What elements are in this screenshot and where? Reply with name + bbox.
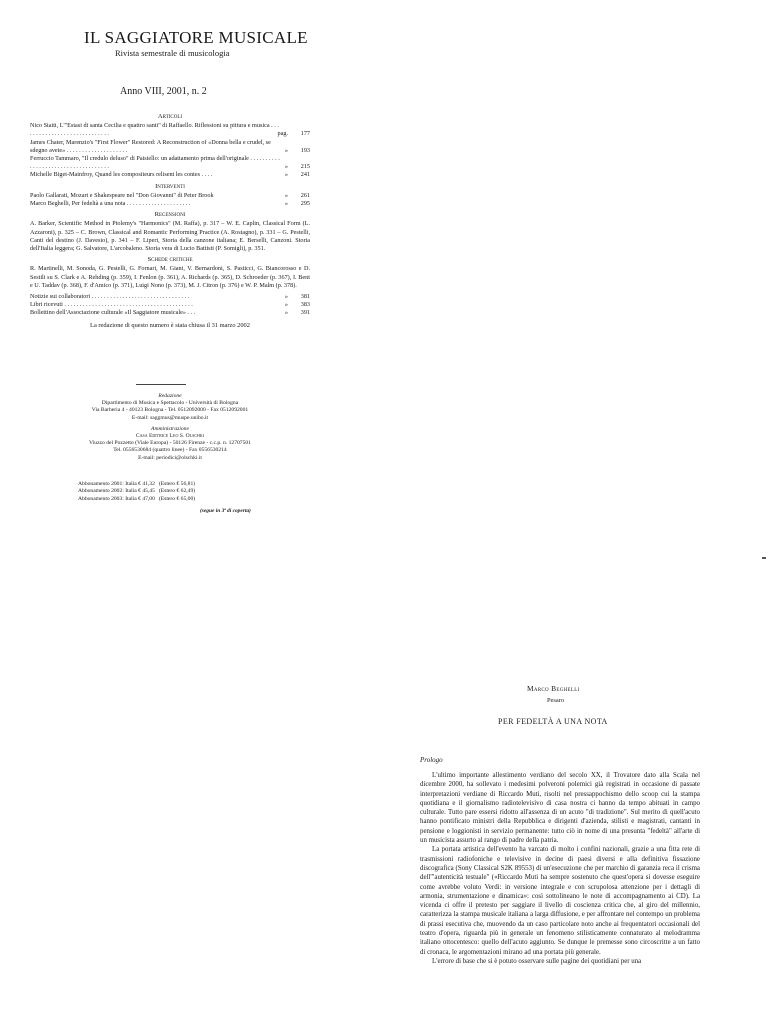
- divider-rule: [136, 384, 186, 385]
- toc-entry: [30, 200, 310, 208]
- redazione-label: Redazione: [158, 393, 182, 399]
- section-heading-articoli: Articoli: [157, 113, 183, 120]
- article-title: PER FEDELTÀ A UNA NOTA: [498, 717, 608, 726]
- toc-entry: [30, 309, 310, 317]
- redazione-line: E-mail: saggmus@muspe.unibo.it: [131, 414, 209, 421]
- toc-entry-page: 391: [300, 309, 310, 317]
- amministrazione-line: E-mail: periodici@olschki.it: [138, 454, 202, 461]
- subscription-estero: (Estero € 65,00): [158, 495, 196, 502]
- toc-entry-text: Michelle Biget-Mainfroy, Quand les compositeurs relisent les contes . . . .: [30, 171, 213, 179]
- schede-text: R. Martinelli, M. Sonoda, G. Pestelli, G. Fornari, M. Giani, V. Bernardoni, S. Pasticci, G. Biancorosso e D. Sestili su S. Clark e A. Rehding (p. 359), I. Fenlon (p. 361), A. Richards (p. 365), D. Schroeder (p. 367), I. Bent e U. Taddav (p. 368), F. d'Amico (p. 371), Luigi Nono (p. 373), M. J. Citron (p. 376) e W. P. Malm (p. 378).: [30, 265, 310, 289]
- toc-entry-mark: »: [284, 293, 288, 301]
- toc-entry-page: 383: [300, 301, 310, 309]
- toc-entry-page: 241: [300, 171, 310, 179]
- toc-entry-text: Notizie sui collaboratori . . . . . . . . . . . . . . . . . . . . . . . . . . . . . . . .: [30, 293, 190, 301]
- toc-entry-text: Bollettino dell'Associazione culturale «Il Saggiatore musicale» . . .: [30, 309, 196, 317]
- journal-title: IL SAGGIATORE MUSICALE: [84, 28, 308, 47]
- toc-entry: [30, 293, 310, 301]
- toc-entry: [30, 171, 310, 179]
- subscription-label: Abbonamento 2001: Italia € 41,32: [78, 481, 155, 487]
- toc-entry-page: 295: [300, 200, 310, 208]
- redazione-line: Via Barberia 4 - 40123 Bologna - Tel. 0512092000 - Fax 0512092001: [91, 407, 249, 414]
- subscription-estero: (Estero € 62,49): [158, 488, 196, 495]
- subscription-row: [78, 496, 278, 503]
- subscription-list: [78, 481, 278, 503]
- toc-entry-mark: »: [284, 163, 288, 171]
- toc-entry-text: Libri ricevuti . . . . . . . . . . . . . . . . . . . . . . . . . . . . . . . . . . . . . . . . . .: [30, 301, 193, 309]
- closing-notice: La redazione di questo numero è stata chiusa il 31 marzo 2002: [90, 321, 250, 329]
- article-author: Marco Beghelli: [527, 684, 580, 693]
- body-paragraph: L'ultimo importante allestimento verdiano del secolo XX, il Trovatore dato alla Scala nel dicembre 2000, ha sollevato i medesimi polveroni polemici già registrati in occasione di passate interpretazioni verdiane di Riccardo Muti, risolti nel pressappochismo dello scoop cui la stampa quotidiana e il giornalismo radiotelevisivo di casa nostra ci hanno da tempo abituati in campo culturale. Tutto pare essersi ridotto all'assenza di un acuto "di tradizione". Sul merito di quell'acuto hanno pontificato ministri della Repubblica e dirigenti d'azienda, stilisti e magistrati, cantanti in pensione e loggionisti in servizio permanente: tutto ciò in nome di una presunta "fedeltà" all'arte di un musicista assurto al rango di padre della patria.: [420, 772, 700, 845]
- section-heading-interventi: Interventi: [155, 182, 185, 190]
- toc-entry: [30, 192, 310, 200]
- body-paragraph: L'errore di base che si è potuto osservare sulle pagine dei quotidiani per una: [432, 957, 642, 965]
- toc-entry-text: Marco Beghelli, Per fedeltà a una nota . . . . . . . . . . . . . . . . . . . . .: [30, 200, 191, 208]
- toc-entry-mark: »: [284, 146, 288, 154]
- amministrazione-line: Tel. 0556530684 (quattro linee) - Fax 0556530214: [113, 447, 227, 454]
- amministrazione-line: Viuzzo del Pozzetto (Viale Europa) - 50126 Firenze - c.c.p. n. 12707501: [89, 440, 251, 447]
- issue-number: Anno VIII, 2001, n. 2: [120, 86, 207, 97]
- toc-entry-text: James Chater, Marenzio's "First Flower" Restored: A Reconstruction of «Donna bella e crudel, se sdegno avete» . . . . . . . . . . . . . . . . . . . .: [30, 138, 271, 154]
- toc-entry-text: Ferruccio Tammaro, "Il credulo deluso" di Paisiello: un adattamento prima dell'originale . . . . . . . . . . . . . . . . . . . . . . . . . . . . . . . . . . . .: [30, 155, 280, 171]
- toc-entry: [30, 122, 310, 138]
- editorial-info: [40, 393, 300, 462]
- subscription-label: Abbonamento 2003: Italia € 47,00: [78, 495, 155, 502]
- toc-entry-text: Nico Staiti, L'"Estasi di santa Cecilia e quattro santi" di Raffaello. Riflessioni su pittura e musica . . . . . . . . . . . . . . . . . . . . . . . . . . . . .: [30, 122, 279, 138]
- table-of-contents: [30, 110, 310, 330]
- journal-subtitle: Rivista semestrale di musicologia: [115, 48, 230, 58]
- toc-entry: [30, 301, 310, 309]
- article-body: [420, 771, 700, 966]
- toc-entry-mark: »: [284, 191, 288, 199]
- section-heading-schede: Schede critiche: [147, 256, 193, 264]
- scan-edge-mark: [762, 557, 766, 559]
- toc-entry-page: 261: [300, 191, 310, 199]
- amministrazione-line: Casa Editrice Leo S. Olschki: [135, 433, 205, 440]
- subscription-row: [78, 488, 278, 495]
- toc-entry-mark: »: [284, 309, 288, 317]
- toc-entry-page: 193: [300, 146, 310, 154]
- toc-entry-mark: »: [284, 171, 288, 179]
- toc-entry-mark: »: [284, 301, 288, 309]
- section-heading-prologo: Prologo: [420, 756, 443, 764]
- toc-entry: [30, 139, 310, 155]
- body-paragraph: La portata artistica dell'evento ha varcato di molto i confini nazionali, grazie a una fitta rete di trasmissioni radiofoniche e televisive in decine di paesi diversi e alla definitiva fissazione discografica (Sony Classical S2K 89553) di un'esecuzione che per marchio di garanzia reca il crisma dell'"autenticità testuale" («Riccardo Muti ha sempre sostenuto che quest'opera si dovesse eseguire come avrebbe voluto Verdi: in versione integrale e con scrupolosa attenzione per i dettagli di armonia, strumentazione e dinamica»: così sottolineano le note di accompagnamento ai CD). La vicenda ci offre il pretesto per saggiare il livello di coscienza critica che, al giro del millennio, caratterizza la stampa musicale italiana a larga diffusione, e per affrontare nel contempo un problema di prassi esecutiva che, muovendo da un caso particolare noto anche ai frequentatori occasionali del teatro d'opera, riguarda più in generale un fenomeno stilisticamente connaturato al melodramma italiano ottocentesco: quello dell'acuto aggiunto. Se dunque le premesse sono circoscritte a un fatto di cronaca, le argomentazioni mirano ad una portata più generale.: [420, 846, 700, 956]
- section-heading-recensioni: Recensioni: [154, 211, 186, 219]
- toc-entry-page: 215: [300, 163, 310, 171]
- amministrazione-label: Amministrazione: [151, 425, 189, 432]
- subscription-estero: (Estero € 56,81): [158, 481, 196, 487]
- toc-entry-mark: »: [284, 200, 288, 208]
- recensioni-text: A. Barker, Scientific Method in Ptolemy's "Harmonics" (M. Raffa), p. 317 – W. E. Caplin, Classical Form (L. Azzaroni), p. 325 – C. Brown, Classical and Romantic Performing Practice (A. Rostagno), p. 331 – G. Pestelli, Canti del destino (J. Davesio), p. 341 – F. Liperi, Storia della canzone italiana; E. Berselli, Canzoni. Storia dell'Italia leggera; G. Salvatore, L'arcobaleno. Storia vera di Lucio Battisti (P. Somigli), p. 351.: [30, 220, 310, 253]
- toc-entry: [30, 155, 310, 171]
- redazione-line: Dipartimento di Musica e Spettacolo - Università di Bologna: [101, 400, 239, 407]
- toc-entry-page: 177: [300, 130, 310, 138]
- toc-entry-text: Paolo Gallarati, Mozart e Shakespeare nel "Don Giovanni" di Peter Brook: [30, 191, 214, 199]
- toc-entry-mark: pag.: [277, 130, 288, 138]
- continued-note: (segue in 3ª di coperta): [200, 508, 251, 514]
- toc-entry-page: 381: [300, 293, 310, 301]
- article-city: Pesaro: [547, 697, 565, 704]
- subscription-label: Abbonamento 2002: Italia € 45,45: [78, 488, 155, 495]
